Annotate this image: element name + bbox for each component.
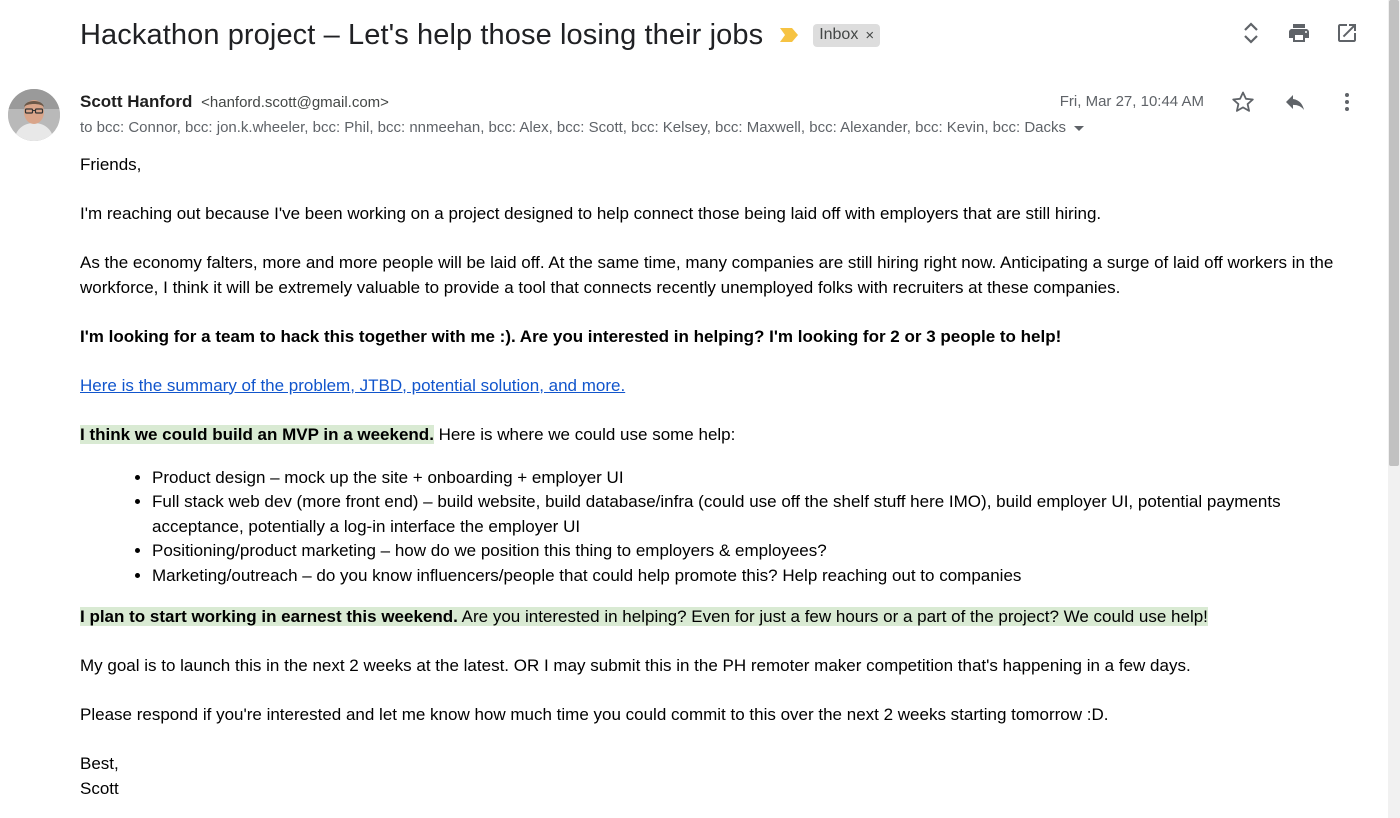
link-paragraph [80, 374, 1350, 399]
body-paragraph-7: Please respond if you're interested and let me know how much time you could commit to this over the next 2 weeks starting tomorrow :D. [80, 705, 1109, 724]
body-paragraph-1: I'm reaching out because I've been working on a project designed to help connect those being laid off with employers that are still hiring. [80, 204, 1102, 223]
importance-marker-icon[interactable] [779, 27, 799, 43]
signature-block [80, 752, 1350, 801]
label-text: Inbox [819, 26, 859, 43]
signature: Scott [80, 778, 119, 798]
body-paragraph-6: My goal is to launch this in the next 2 weeks at the latest. OR I may submit this in the PH remoter maker competition that's happening in a few days. [80, 656, 1191, 675]
star-icon[interactable] [1230, 89, 1256, 115]
print-icon[interactable] [1286, 20, 1312, 46]
list-item: • Full stack web dev (more front end) – build website, build database/infra (could use off the shelf stuff here IMO), build employer UI, potential payments acceptance, potentially a log-in interface the employer UI [152, 490, 1350, 539]
signoff: Best, [80, 754, 119, 773]
highlighted-text: I think we could build an MVP in a weekend. [80, 424, 434, 444]
email-date: Fri, Mar 27, 10:44 AM [1059, 93, 1204, 110]
recipients-line [80, 119, 1084, 136]
scrollbar-track[interactable] [1388, 0, 1400, 818]
more-vert-icon[interactable] [1334, 89, 1360, 115]
list-item: • Positioning/product marketing – how do we position this thing to employers & employees? [152, 539, 1350, 564]
chevron-down-icon[interactable] [1074, 126, 1084, 131]
highlighted-text: Are you interested in helping? Even for just a few hours or a part of the project? We could use help! [457, 607, 1208, 626]
body-paragraph-4 [80, 423, 1350, 448]
subject-row [80, 14, 880, 56]
highlighted-text: I plan to start working in earnest this weekend. [80, 607, 458, 626]
avatar[interactable] [8, 89, 60, 141]
body-paragraph-5 [80, 605, 1350, 630]
email-subject: Hackathon project – Let's help those losing their jobs [80, 18, 764, 51]
sender-line [80, 92, 389, 112]
list-item: • Product design – mock up the site + onboarding + employer UI [152, 466, 1350, 491]
help-list [80, 466, 1350, 589]
scrollbar-thumb[interactable] [1389, 0, 1399, 466]
email-body [80, 153, 1350, 801]
message-actions [1230, 89, 1360, 115]
open-in-new-window-icon[interactable] [1334, 20, 1360, 46]
thread-toolbar [1238, 20, 1360, 46]
body-paragraph-2: As the economy falters, more and more people will be laid off. At the same time, many companies are still hiring right now. Anticipating a surge of laid off workers in the workforce, I think it will be extremely valuable to provide a tool that connects recently unemployed folks with recruiters at these companies. [80, 253, 1334, 297]
reply-icon[interactable] [1282, 89, 1308, 115]
list-item: • Marketing/outreach – do you know influencers/people that could help promote this? Help reaching out to companies [152, 564, 1350, 589]
expand-collapse-icon[interactable] [1238, 20, 1264, 46]
remove-label-button[interactable]: × [865, 26, 875, 44]
recipients-text: to bcc: Connor, bcc: jon.k.wheeler, bcc: Phil, bcc: nnmeehan, bcc: Alex, bcc: Scott, bcc: Kelsey, bcc: Maxwell, bcc: Alexander, bcc: Kevin, bcc: Dacks [80, 119, 1067, 136]
summary-link[interactable]: Here is the summary of the problem, JTBD, potential solution, and more. [80, 375, 626, 395]
greeting: Friends, [80, 155, 142, 174]
sender-email: <hanford.scott@gmail.com> [201, 94, 389, 111]
sender-name[interactable]: Scott Hanford [80, 92, 193, 111]
body-paragraph-3: I'm looking for a team to hack this together with me :). Are you interested in helping? I'm looking for 2 or 3 people to help! [80, 326, 1062, 346]
body-text: Here is where we could use some help: [433, 424, 736, 444]
inbox-label-chip [813, 24, 880, 47]
